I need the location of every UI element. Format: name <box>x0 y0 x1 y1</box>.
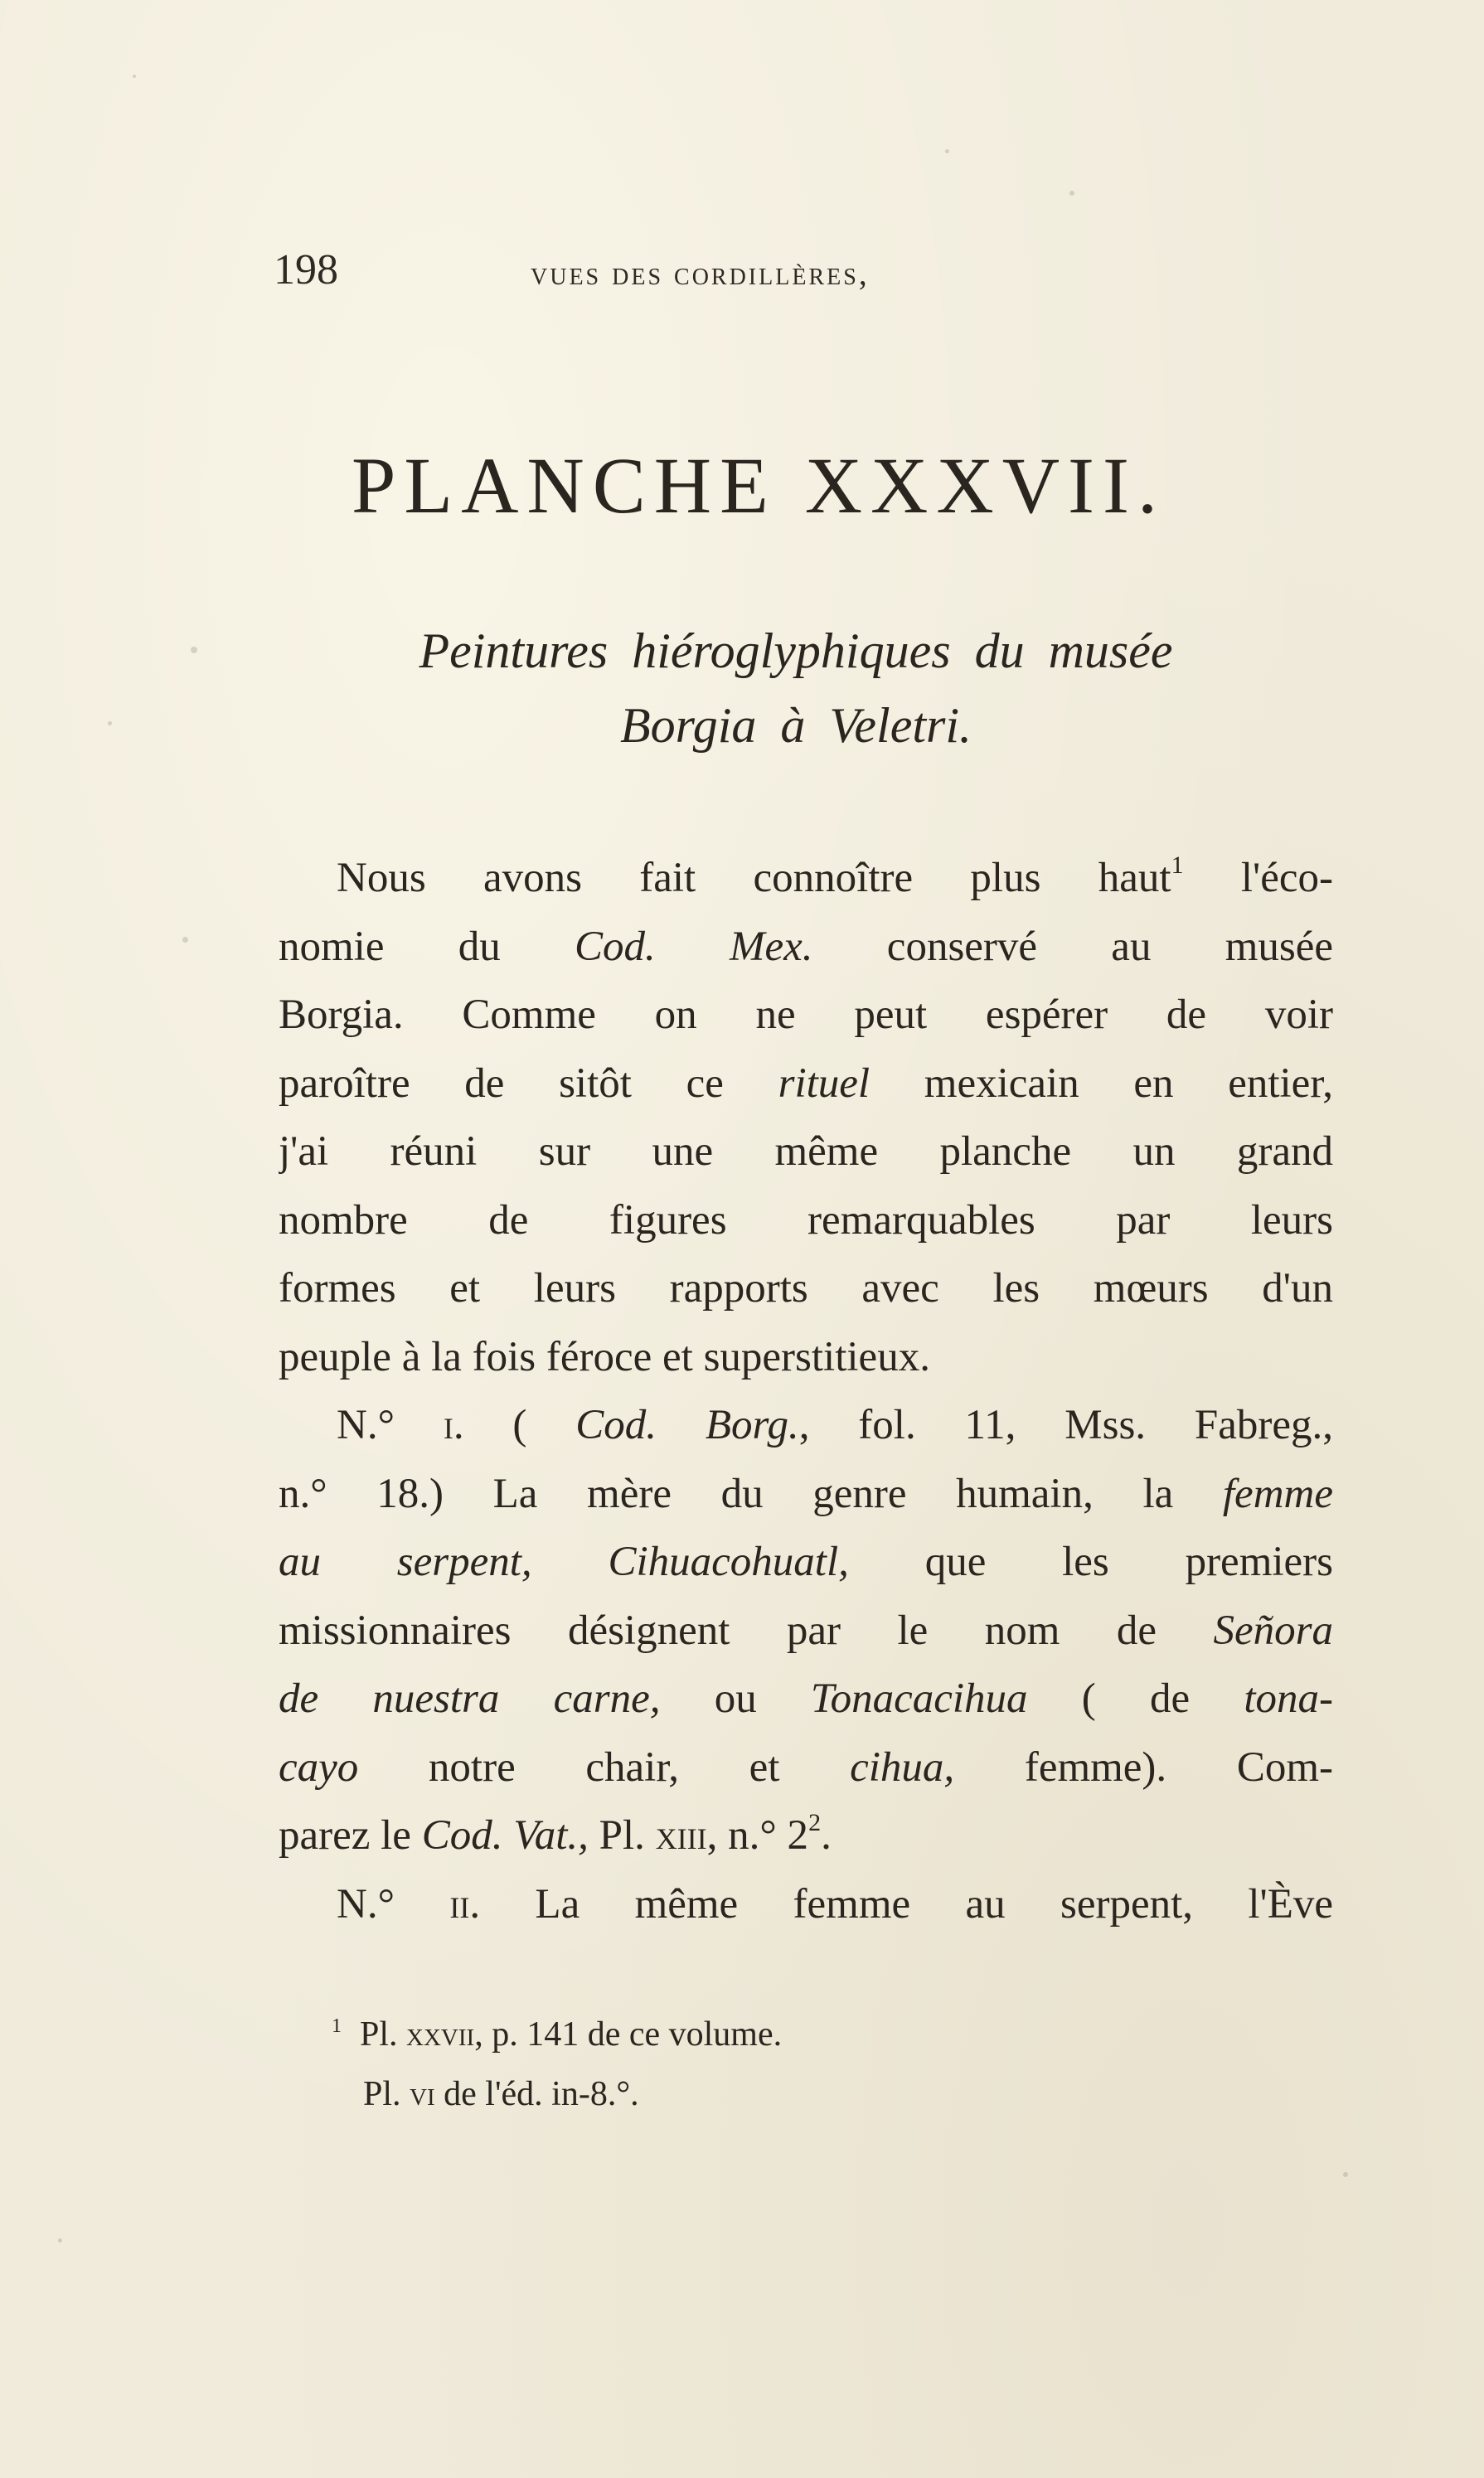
plate-title: PLANCHE XXXVII. <box>352 441 1166 530</box>
page-number: 198 <box>274 246 338 293</box>
body-line-4: paroître de sitôt ce rituel mexicain en entier, <box>279 1060 1333 1107</box>
footnotes <box>332 2005 1161 2124</box>
body-line-3: Borgia. Comme on ne peut espérer de voir <box>279 992 1333 1038</box>
body-line-9: N.° i. ( Cod. Borg., fol. 11, Mss. Fabreg., <box>337 1402 1333 1448</box>
body-line-11: au serpent, Cihuacohuatl, que les premiers <box>279 1539 1333 1585</box>
body-line-1: Nous avons fait connoître plus haut$^1$ l'éco- <box>337 851 1333 901</box>
running-title: vues des cordillères, <box>531 255 870 292</box>
paper-speck <box>191 647 197 653</box>
running-head <box>274 245 1103 312</box>
body-line-12: missionnaires désignent par le nom de Señora <box>279 1607 1333 1654</box>
body-line-2: nomie du Cod. Mex. conservé au musée <box>279 923 1333 970</box>
plate-subtitle <box>249 613 1343 763</box>
paper-speck <box>182 937 188 943</box>
paper-speck <box>58 2238 62 2243</box>
body-line-16: N.° ii. La même femme au serpent, l'Ève <box>337 1880 1333 1928</box>
body-line-14: cayo notre chair, et cihua, femme). Com- <box>279 1743 1333 1791</box>
paper-speck <box>133 75 136 78</box>
body-line-15: parez le Cod. Vat., Pl. xiii, n.° $2^2$. <box>279 1809 832 1859</box>
footnote-mark-1: 1 <box>332 2015 342 2037</box>
paper-speck <box>108 721 112 725</box>
body-line-8: peuple à la fois féroce et superstitieux. <box>279 1333 930 1380</box>
footnote-ref-1: 1 <box>1171 851 1184 879</box>
paper-speck <box>1069 191 1074 196</box>
paper-speck <box>945 149 949 153</box>
subtitle-line-1: Peintures hiéroglyphiques du musée <box>419 623 1173 678</box>
body-text <box>279 844 1333 1938</box>
body-line-6: nombre de figures remarquables par leurs <box>279 1196 1333 1244</box>
body-line-7: formes et leurs rapports avec les mœurs d'un <box>279 1265 1333 1312</box>
body-line-13: de nuestra carne, ou Tonacacihua ( de tona- <box>279 1675 1333 1722</box>
paper-speck <box>1343 2172 1348 2177</box>
body-line-10: n.° 18.) La mère du genre humain, la femme <box>279 1470 1333 1517</box>
footnote-ref-2: 2 <box>808 1809 822 1836</box>
footnote-1: $^1$ Pl. xxvii, p. 141 de ce volume. <box>332 2015 783 2054</box>
footnote-2: Pl. vi de l'éd. in-8.°. <box>363 2075 639 2113</box>
subtitle-line-2: Borgia à Veletri. <box>619 698 972 753</box>
body-line-5: j'ai réuni sur une même planche un grand <box>279 1128 1333 1175</box>
